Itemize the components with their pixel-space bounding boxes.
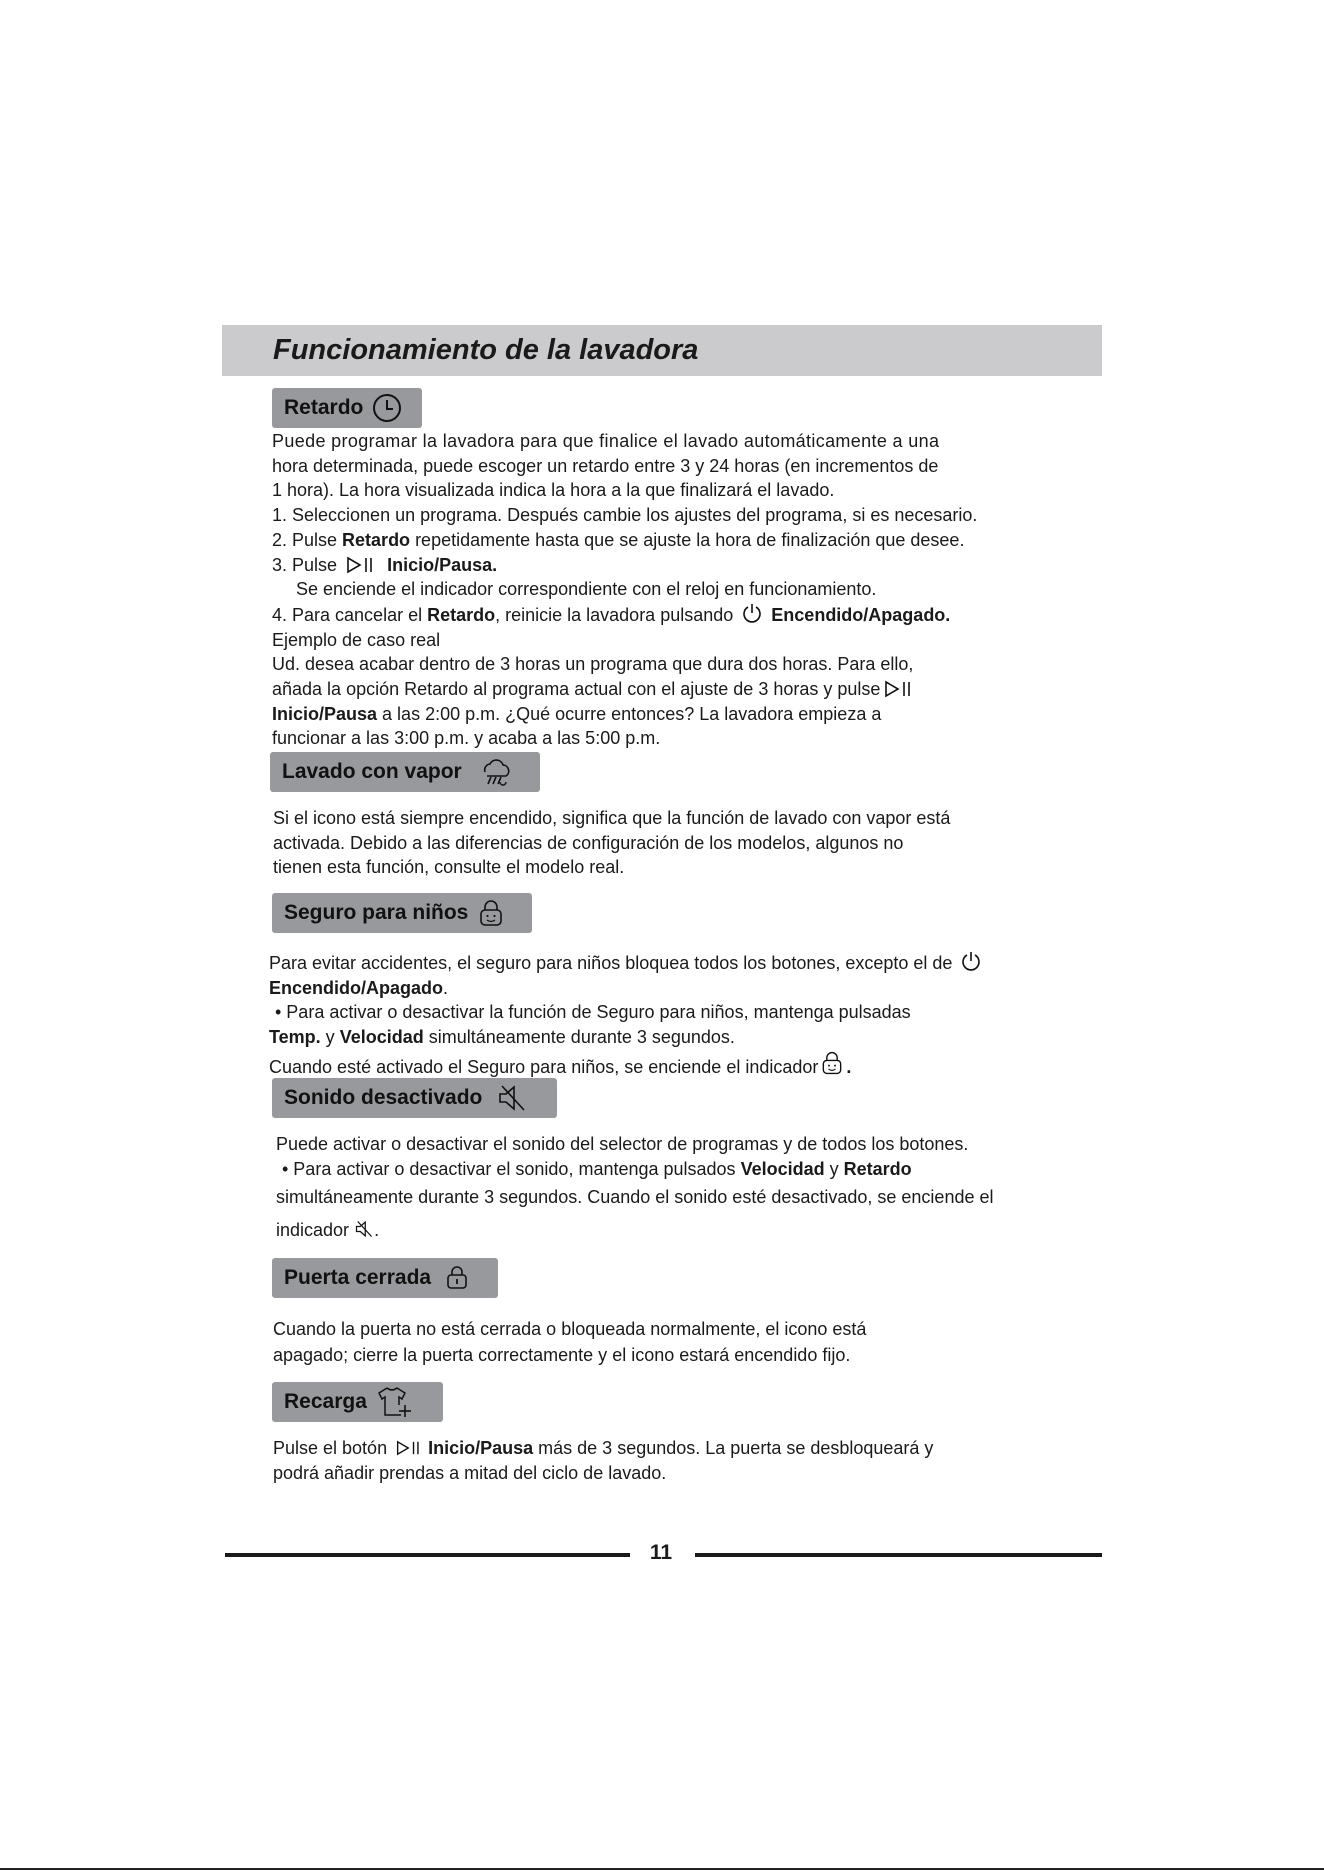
footer-rule-right bbox=[695, 1553, 1102, 1557]
seguro-velocidad: Velocidad bbox=[339, 1027, 424, 1048]
power-icon bbox=[741, 602, 763, 624]
retardo-step-3-note: Se enciende el indicador correspondiente con el reloj en funcionamiento. bbox=[296, 579, 877, 600]
vapor-text bbox=[273, 806, 1073, 880]
seguro-line-5 bbox=[269, 1050, 1079, 1080]
step2-post: repetidamente hasta que se ajuste la hora de finalización que desee. bbox=[410, 529, 965, 550]
step4-mid: , reinicie la lavadora pulsando bbox=[495, 604, 734, 625]
page-title: Funcionamiento de la lavadora bbox=[273, 334, 699, 366]
seguro-line-2-text: . bbox=[443, 977, 449, 998]
sonido-retardo: Retardo bbox=[843, 1159, 912, 1179]
recarga-text bbox=[273, 1436, 1073, 1486]
seguro-mid: y bbox=[320, 1027, 340, 1048]
steam-icon bbox=[478, 756, 512, 788]
retardo-step-2 bbox=[272, 528, 1072, 553]
sonido-line-2-text: • Para activar o desactivar el sonido, mantenga pulsados bbox=[282, 1159, 741, 1179]
seguro-line-1-text: Para evitar accidentes, el seguro para niños bloquea todos los botones, excepto el de bbox=[269, 953, 953, 973]
recarga-label bbox=[272, 1382, 443, 1422]
vapor-line-3: tienen esta función, consulte el modelo real. bbox=[273, 857, 625, 878]
retardo-example-1: Ud. desea acabar dentro de 3 horas un programa que dura dos horas. Para ello, bbox=[272, 654, 914, 675]
puerta-label-text: Puerta cerrada bbox=[284, 1266, 432, 1289]
bottom-edge-rule bbox=[0, 1868, 1324, 1870]
child-lock-icon bbox=[476, 898, 506, 928]
sonido-line-4 bbox=[276, 1218, 1086, 1243]
vapor-line-2: activada. Debido a las diferencias de configuración de los modelos, algunos no bbox=[273, 832, 904, 853]
seguro-label-text: Seguro para niños bbox=[284, 901, 469, 924]
power-icon bbox=[960, 950, 982, 972]
retardo-label bbox=[272, 388, 422, 428]
recarga-line-1 bbox=[273, 1436, 1073, 1461]
puerta-text bbox=[273, 1316, 1073, 1368]
start-pause-icon bbox=[395, 1439, 425, 1457]
retardo-text bbox=[272, 429, 1072, 751]
seguro-line-2-bold: Encendido/Apagado bbox=[269, 977, 444, 998]
example2-text: añada la opción Retardo al programa actual con el ajuste de 3 horas y pulse bbox=[272, 679, 881, 700]
step4-bold: Retardo bbox=[427, 604, 496, 625]
step3-pre: 3. Pulse bbox=[272, 554, 338, 575]
seguro-text bbox=[269, 950, 1079, 1080]
example3-text: a las 2:00 p.m. ¿Qué ocurre entonces? La lavadora empieza a bbox=[377, 703, 882, 724]
sonido-text bbox=[276, 1132, 1086, 1243]
recarga-bold: Inicio/Pausa bbox=[428, 1438, 534, 1458]
sonido-line-4-text: indicador bbox=[276, 1220, 350, 1240]
step4-bold2: Encendido/Apagado. bbox=[771, 604, 951, 625]
seguro-line-2 bbox=[269, 976, 1079, 1001]
puerta-line-2: apagado; cierre la puerta correctamente y el icono estará encendido fijo. bbox=[273, 1345, 851, 1365]
retardo-example-4: funcionar a las 3:00 p.m. y acaba a las 5:00 p.m. bbox=[272, 728, 661, 749]
seguro-line-1 bbox=[269, 950, 1079, 976]
step2-bold: Retardo bbox=[342, 529, 411, 550]
child-lock-icon bbox=[819, 1050, 845, 1076]
sonido-line-1: Puede activar o desactivar el sonido del selector de programas y de todos los botones. bbox=[276, 1134, 969, 1154]
sonido-line-4-end: . bbox=[374, 1220, 380, 1240]
seguro-line-5-end: . bbox=[846, 1056, 852, 1077]
retardo-intro-2: hora determinada, puede escoger un retardo entre 3 y 24 horas (en incrementos de bbox=[272, 455, 939, 476]
seguro-line-3: • Para activar o desactivar la función de Seguro para niños, mantenga pulsadas bbox=[275, 1002, 911, 1023]
sonido-label-text: Sonido desactivado bbox=[284, 1086, 483, 1109]
page-number: 11 bbox=[649, 1541, 673, 1564]
sonido-mid: y bbox=[824, 1159, 844, 1179]
retardo-intro-1: Puede programar la lavadora para que finalice el lavado automáticamente a una bbox=[272, 431, 940, 451]
puerta-line-1: Cuando la puerta no está cerrada o bloqueada normalmente, el icono está bbox=[273, 1319, 867, 1339]
example3-bold: Inicio/Pausa bbox=[272, 703, 378, 724]
retardo-step-3 bbox=[272, 553, 1072, 578]
puerta-label bbox=[272, 1258, 498, 1298]
footer-rule-left bbox=[225, 1553, 630, 1557]
sonido-label bbox=[272, 1078, 557, 1118]
vapor-label bbox=[270, 752, 540, 792]
retardo-example-3 bbox=[272, 702, 1072, 727]
sonido-line-3: simultáneamente durante 3 segundos. Cuando el sonido esté desactivado, se enciende el bbox=[276, 1187, 994, 1207]
recarga-label-text: Recarga bbox=[284, 1390, 367, 1413]
vapor-label-text: Lavado con vapor bbox=[282, 760, 462, 783]
retardo-example-title: Ejemplo de caso real bbox=[272, 629, 441, 650]
seguro-line-5-text: Cuando esté activado el Seguro para niños, se enciende el indicador bbox=[269, 1056, 819, 1077]
start-pause-icon bbox=[345, 556, 379, 574]
step3-bold: Inicio/Pausa. bbox=[387, 554, 498, 575]
seguro-temp: Temp. bbox=[269, 1027, 321, 1048]
recarga-line-1-text: más de 3 segundos. La puerta se desbloqueará y bbox=[533, 1438, 934, 1458]
mute-icon bbox=[496, 1082, 528, 1114]
recarga-pre: Pulse el botón bbox=[273, 1438, 388, 1458]
retardo-intro-3: 1 hora). La hora visualizada indica la hora a la que finalizará el lavado. bbox=[272, 480, 835, 501]
section-banner bbox=[222, 325, 1102, 376]
sonido-velocidad: Velocidad bbox=[740, 1159, 825, 1179]
door-lock-icon bbox=[443, 1264, 471, 1292]
mute-icon bbox=[354, 1219, 374, 1239]
vapor-line-1: Si el icono está siempre encendido, significa que la función de lavado con vapor está bbox=[273, 808, 951, 828]
recarga-line-2: podrá añadir prendas a mitad del ciclo de lavado. bbox=[273, 1463, 667, 1483]
add-garment-icon bbox=[375, 1385, 413, 1419]
retardo-step-4 bbox=[272, 602, 1072, 628]
sonido-line-2 bbox=[276, 1157, 1086, 1182]
seguro-label bbox=[272, 893, 532, 933]
retardo-label-text: Retardo bbox=[284, 396, 364, 419]
clock-icon bbox=[371, 392, 403, 424]
seguro-line-4 bbox=[269, 1025, 1079, 1050]
retardo-example-2 bbox=[272, 677, 1072, 702]
seguro-line-4-text: simultáneamente durante 3 segundos. bbox=[423, 1027, 735, 1048]
retardo-step-1: 1. Seleccionen un programa. Después cambie los ajustes del programa, si es necesario. bbox=[272, 505, 978, 526]
step2-pre: 2. Pulse bbox=[272, 529, 343, 550]
start-pause-icon bbox=[883, 680, 917, 698]
step4-pre: 4. Para cancelar el bbox=[272, 604, 428, 625]
